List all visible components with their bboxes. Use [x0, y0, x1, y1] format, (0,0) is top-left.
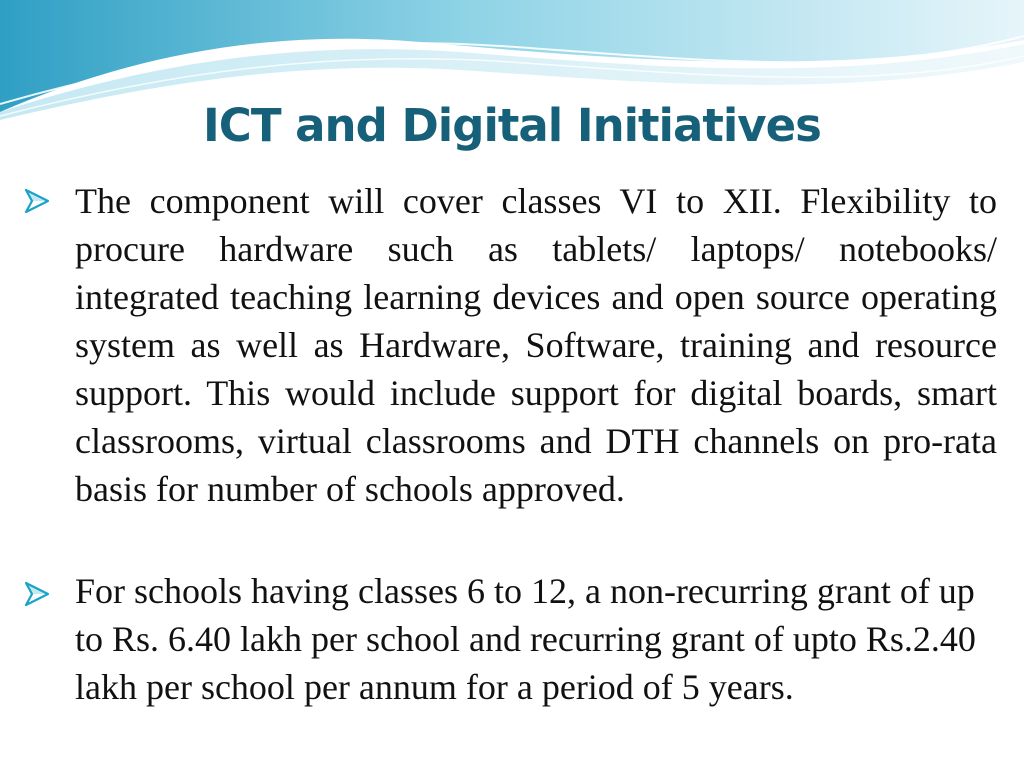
bullet-item [0, 177, 1024, 567]
bullet-list [0, 177, 1024, 711]
bullet-item [0, 567, 1024, 711]
bullet-text: The component will cover classes VI to XII. Flexibility to procure hardware such as tablets/ laptops/ notebooks/ integrated teaching learning devices and open source operating system as well as Hardware, Software, training and resource support. This would include support for digital boards, smart classrooms, virtual classrooms and DTH channels on pro-rata basis for number of schools approved. [75, 181, 997, 509]
slide-title: ICT and Digital Initiatives [203, 99, 821, 152]
arrowhead-bullet-icon [24, 581, 50, 607]
arrowhead-bullet-icon [24, 188, 50, 214]
bullet-text: For schools having classes 6 to 12, a non-recurring grant of up to Rs. 6.40 lakh per school and recurring grant of upto Rs.2.40 lakh per school per annum for a period of 5 years. [75, 571, 976, 707]
